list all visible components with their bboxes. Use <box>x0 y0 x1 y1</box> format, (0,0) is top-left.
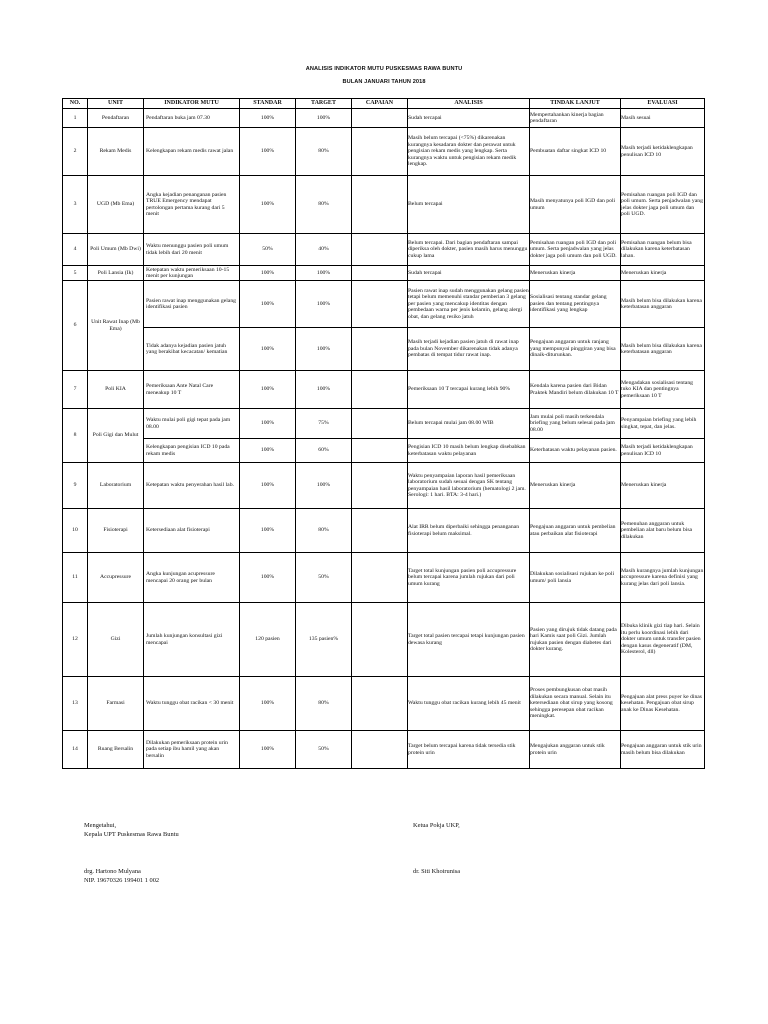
document-title: ANALISIS INDIKATOR MUTU PUSKESMAS RAWA BUNTU <box>305 66 463 72</box>
target-value: 80% <box>296 677 352 731</box>
table-row <box>63 509 705 553</box>
standard-value: 100% <box>240 328 296 371</box>
table-row <box>63 109 705 128</box>
standard-value: 100% <box>240 109 296 128</box>
target-value: 40% <box>296 234 352 266</box>
indicator-text: Dilakukan pemeriksaan protein urin pada setiap ibu hamil yang akan bersalin <box>146 739 228 759</box>
unit-name: Accupressure <box>88 553 144 603</box>
row-number: 1 <box>63 109 88 128</box>
achievement-value <box>352 439 408 463</box>
indicator-text: Ketepatan waktu penyerahan hasil lab. <box>146 482 234 489</box>
follow-up-text: Pengajuan anggaran untuk pembelian atau perbaikan alat fisioterapi <box>530 509 621 553</box>
achievement-value <box>352 463 408 509</box>
indicator-text: Pasien rawat inap menggunakan gelang identifikasi pasien <box>146 297 237 310</box>
analysis-text: Waktu penyampaian laporan hasil pemeriksaan laboratorium sudah sesuai dengan SK tentang penyampaian hasil laboratorium (hematologi 2 jam. Serologi: 1 hari. BTA: 3-4 hari.) <box>408 463 530 509</box>
follow-up-text: Mengajukan anggaran untuk stik protein urin <box>530 731 621 769</box>
indicator-text: Tidak adanya kejadian pasien jatuh yang berakibat kecacatan/ kematian <box>146 342 228 355</box>
target-value: 100% <box>296 371 352 409</box>
standard-value: 100% <box>240 176 296 234</box>
achievement-value <box>352 328 408 371</box>
standard-value: 100% <box>240 731 296 769</box>
indicator-cell <box>144 128 240 176</box>
unit-name: UGD (Mb Ema) <box>88 176 144 234</box>
unit-name: Gizi <box>88 603 144 677</box>
follow-up-text: Pasien yang dirujuk tidak datang pada hari Kamis saat poli Gizi. Jumlah rujukan pasien dengan diabetes dari dokter kurang. <box>530 603 621 677</box>
target-value: 100% <box>296 463 352 509</box>
achievement-value <box>352 677 408 731</box>
evaluation-text: Masih sesuai <box>621 109 705 128</box>
unit-name: Laboratorium <box>88 463 144 509</box>
table-row <box>63 409 705 439</box>
row-number: 11 <box>63 553 88 603</box>
evaluation-text: Masih kurangnya jumlah kunjungan accupressure karena definisi yang kurang jelas dari poli lansia. <box>621 553 705 603</box>
evaluation-text: Pengajuan alat press puyer ke dinas kesehatan. Pengajuan obat sirup anak ke Dinas Kesehatan. <box>621 677 705 731</box>
follow-up-text: Dilakukan sosialisasi rujukan ke poli umum/ poli lansia <box>530 553 621 603</box>
table-row <box>63 553 705 603</box>
footer-head-name: drg. Hartono Mulyana <box>84 868 141 875</box>
indicator-cell <box>144 328 240 371</box>
analysis-text: Belum tercapai <box>408 176 530 234</box>
indicator-cell <box>144 409 240 439</box>
analysis-text: Masih terjadi kejadian pasien jatuh di rawat inap pada bulan November dikarenakan tidak adanya pembatas di tempat tidur rawat inap. <box>408 328 530 371</box>
row-number: 9 <box>63 463 88 509</box>
follow-up-text: Pemisahan ruangan poli IGD dan poli umum. Serta penjadwalan yang jelas dokter jaga poli umum dan poli UGD. <box>530 234 621 266</box>
col-capaian: CAPAIAN <box>352 99 408 109</box>
row-number: 10 <box>63 509 88 553</box>
analysis-text: Waktu tunggu obat racikan kurang lebih 45 menit <box>408 677 530 731</box>
table-row <box>63 234 705 266</box>
follow-up-text: Meneruskan kinerja <box>530 463 621 509</box>
evaluation-text: Meneruskan kinerja <box>621 463 705 509</box>
indicator-cell <box>144 176 240 234</box>
standard-value: 120 pasien <box>240 603 296 677</box>
standard-value: 100% <box>240 677 296 731</box>
indicator-cell <box>144 603 240 677</box>
table-row <box>63 463 705 509</box>
row-number: 13 <box>63 677 88 731</box>
evaluation-text: Pengajuan anggaran untuk stik urin masih belum bisa dilakukan <box>621 731 705 769</box>
table-row <box>63 371 705 409</box>
indicator-text: Waktu menunggu pasien poli umum tidak lebih dari 20 menit <box>146 243 229 256</box>
evaluation-text: Pemenuhan anggaran untuk pembelian alat baru belum bisa dilakukan <box>621 509 705 553</box>
standard-value: 100% <box>240 371 296 409</box>
follow-up-text: Proses pembungkusan obat masih dilakukan secara manual. Selain itu ketersediaan obat sirup yang kosong sehingga peresepan obat racikan meningkat. <box>530 677 621 731</box>
follow-up-text: Kendala karena pasien dari Bidan Praktek Mandiri belum dilakukan 10 T <box>530 371 621 409</box>
target-value: 80% <box>296 128 352 176</box>
indicator-cell <box>144 509 240 553</box>
analysis-text: Belum tercapai. Dari bagian pendaftaran sampai diperiksa oleh dokter, pasien masih harus menunggu cukup lama <box>408 234 530 266</box>
table-row <box>63 176 705 234</box>
analysis-text: Pasien rawat inap sudah menggunakan gelang pasien tetapi belum memenuhi standar pemberian 3 gelang per pasien yang mencakup identitas dengan pembedaan warna per jenis kelamin, gelang alergi obat, dan gelang resiko jatuh <box>408 281 530 328</box>
follow-up-text: Masih menyatunya poli IGD dan poli umum <box>530 176 621 234</box>
evaluation-text: Pemisahan ruangan poli IGD dan poli umum. Serta penjadwalan yang jelas dokter jaga poli umum dan poli UGD. <box>621 176 705 234</box>
unit-name: Rekam Medis <box>88 128 144 176</box>
indicator-text: Jumlah kunjungan konsultasi gizi mencapai <box>146 633 223 646</box>
evaluation-text: Dibuka klinik gizi tiap hari. Selain itu perlu koordinasi lebih dari dokter umum untuk transfer pasien dengan kasus degeneratif (DM, Kolesterol, dll) <box>621 603 705 677</box>
table-row <box>63 266 705 281</box>
analysis-text: Sudah tercapai <box>408 266 530 281</box>
evaluation-text: Masih terjadi ketidaklengkapan penulisan ICD 10 <box>621 128 705 176</box>
unit-name: Poli KIA <box>88 371 144 409</box>
target-value: 100% <box>296 328 352 371</box>
col-standar: STANDAR <box>240 99 296 109</box>
achievement-value <box>352 109 408 128</box>
unit-name: Farmasi <box>88 677 144 731</box>
unit-name: Fisioterapi <box>88 509 144 553</box>
achievement-value <box>352 234 408 266</box>
analysis-text: Alat IRR belum diperbaiki sehingga penanganan fisioterapi belum maksimal. <box>408 509 530 553</box>
indicator-text: Pemeriksaan Ante Natal Care meneakup 10 T <box>146 383 214 396</box>
unit-name: Ruang Bersalin <box>88 731 144 769</box>
indicator-text: Angka kejadian penanganan pasien TRUE Emergency mendapat pertolongan pertama kurang dari 5 menit <box>146 191 227 217</box>
indicator-cell <box>144 677 240 731</box>
footer-head-title: Kepala UPT Puskesmas Rawa Buntu <box>84 831 179 838</box>
footer-head-nip: NIP. 19670326 199401 1 002 <box>84 877 160 884</box>
col-target: TARGET <box>296 99 352 109</box>
standard-value: 100% <box>240 266 296 281</box>
follow-up-text: Meneruskan kinerja <box>530 266 621 281</box>
col-analisis: ANALISIS <box>408 99 530 109</box>
header-row <box>63 99 705 109</box>
evaluation-text: Masih belum bisa dilakukan karena keterbatasan anggaran <box>621 328 705 371</box>
standard-value: 50% <box>240 234 296 266</box>
indicator-text: Ketepatan waktu pemeriksaan 10-15 menit per kunjungan <box>146 266 230 279</box>
indicator-cell <box>144 371 240 409</box>
achievement-value <box>352 176 408 234</box>
row-number: 4 <box>63 234 88 266</box>
evaluation-text: Mengadakan sosialisasi tentang tuko KIA dan pentingnya pemeriksaan 10 T <box>621 371 705 409</box>
indicator-text: Kelengkapan rekam medis rawat jalan <box>146 148 234 155</box>
follow-up-text: Mempertahankan kinerja bagian pendaftaran <box>530 109 621 128</box>
achievement-value <box>352 266 408 281</box>
indicator-text: Waktu mulai poli gigi tepat pada jam 08.00 <box>146 417 231 430</box>
table-row <box>63 731 705 769</box>
achievement-value <box>352 281 408 328</box>
standard-value: 100% <box>240 463 296 509</box>
unit-name: Poli Umum (Mb Dwi) <box>88 234 144 266</box>
unit-name: Pendaftaran <box>88 109 144 128</box>
analysis-text: Target total pasien tercapai tetapi kunjungan pasien dewasa kurang <box>408 603 530 677</box>
indicator-cell <box>144 553 240 603</box>
target-value: 80% <box>296 509 352 553</box>
standard-value: 100% <box>240 281 296 328</box>
indicator-text: Ketersediaan alat fisioterapi <box>146 527 210 534</box>
analysis-text: Target belum tercapai karena tidak tersedia stik protein urin <box>408 731 530 769</box>
analysis-text: Belum tercapai mulai jam 08.00 WIB <box>408 409 530 439</box>
indicator-text: Pendaftaran buka jam 07.30 <box>146 114 210 121</box>
col-no: NO. <box>63 99 88 109</box>
table-row <box>63 281 705 328</box>
achievement-value <box>352 128 408 176</box>
target-value: 50% <box>296 731 352 769</box>
standard-value: 100% <box>240 128 296 176</box>
indicator-text: Angka kunjungan acupressure mencapai 20 orang per bulan <box>146 571 215 584</box>
table-row <box>63 439 705 463</box>
row-number: 5 <box>63 266 88 281</box>
table-body <box>63 109 705 769</box>
row-number: 7 <box>63 371 88 409</box>
indicator-cell <box>144 109 240 128</box>
follow-up-text: Jam mulai poli masih terkendala briefing yang belum selesai pada jam 08.00 <box>530 409 621 439</box>
target-value: 60% <box>296 439 352 463</box>
table-row <box>63 677 705 731</box>
achievement-value <box>352 509 408 553</box>
analysis-text: Sudah tercapai <box>408 109 530 128</box>
table-row <box>63 603 705 677</box>
evaluation-text: Masih belum bisa dilakukan karena keterbatasan anggaran <box>621 281 705 328</box>
achievement-value <box>352 409 408 439</box>
follow-up-text: Pembuatan daftar singkat ICD 10 <box>530 128 621 176</box>
analysis-text: Masih belum tercapai (<75%) dikarenakan kurangnya kesadaran dokter dan perawat untuk pengisian rekam medis yang lengkap. Serta kurangnya waktu untuk pengisian rekam medik lengkap. <box>408 128 530 176</box>
target-value: 135 pasien% <box>296 603 352 677</box>
standard-value: 100% <box>240 553 296 603</box>
unit-name: Poli Gigi dan Mulut <box>88 409 144 463</box>
table-row <box>63 328 705 371</box>
follow-up-text: Sosialisasi tentang standar gelang pasien dan tentang pentingnya identifikasi yang lengkap <box>530 281 621 328</box>
indicator-cell <box>144 281 240 328</box>
evaluation-text: Penyampaian briefing yang lebih singkat, tepat, dan jelas. <box>621 409 705 439</box>
evaluation-text: Meneruskan kinerja <box>621 266 705 281</box>
indicator-cell <box>144 439 240 463</box>
col-evaluasi: EVALUASI <box>621 99 705 109</box>
target-value: 100% <box>296 281 352 328</box>
indicator-text: Waktu tunggu obat racikan < 30 menit <box>146 700 234 707</box>
standard-value: 100% <box>240 439 296 463</box>
unit-name: Poli Lansia (Ik) <box>88 266 144 281</box>
col-tindak-lanjut: TINDAK LANJUT <box>530 99 621 109</box>
unit-name: Unit Rawat Inap (Mb Ema) <box>88 281 144 371</box>
row-number: 12 <box>63 603 88 677</box>
target-value: 100% <box>296 109 352 128</box>
footer-pokja-name: dr. Siti Khoirunisa <box>413 868 461 875</box>
row-number: 3 <box>63 176 88 234</box>
analysis-text: Pemeriksaan 10 T tercapai kurang lebih 90% <box>408 371 530 409</box>
target-value: 100% <box>296 266 352 281</box>
table-row <box>63 128 705 176</box>
target-value: 50% <box>296 553 352 603</box>
achievement-value <box>352 731 408 769</box>
col-indikator: INDIKATOR MUTU <box>144 99 240 109</box>
row-number: 6 <box>63 281 88 371</box>
analysis-text: Pengisian ICD 10 masih belum lengkap disebabkan keterbatasan waktu pelayanan <box>408 439 530 463</box>
footer-acknowledged: Mengetahui, <box>84 822 117 829</box>
indicator-cell <box>144 266 240 281</box>
row-number: 2 <box>63 128 88 176</box>
indicator-text: Kelengkapan pengisian ICD 10 pada rekam medis <box>146 444 230 457</box>
achievement-value <box>352 371 408 409</box>
document-subtitle: BULAN JANUARI TAHUN 2018 <box>342 79 426 85</box>
analysis-text: Target total kunjungan pasien poli accupressure belum tercapai karena jumlah rujukan dari poli umum kurang <box>408 553 530 603</box>
evaluation-text: Masih terjadi ketidaklengkapan penulisan ICD 10 <box>621 439 705 463</box>
indicator-cell <box>144 234 240 266</box>
target-value: 75% <box>296 409 352 439</box>
target-value: 80% <box>296 176 352 234</box>
indicator-cell <box>144 463 240 509</box>
achievement-value <box>352 603 408 677</box>
standard-value: 100% <box>240 409 296 439</box>
indicator-cell <box>144 731 240 769</box>
footer-pokja-title: Ketua Pokja UKP, <box>413 822 460 829</box>
indicator-table <box>62 98 705 769</box>
follow-up-text: Pengajuan anggaran untuk ranjang yang mempunyai pinggiran yang bisa dinaik-diturunkan. <box>530 328 621 371</box>
standard-value: 100% <box>240 509 296 553</box>
achievement-value <box>352 553 408 603</box>
row-number: 14 <box>63 731 88 769</box>
follow-up-text: Keterbatasan waktu pelayanan pasien. <box>530 439 621 463</box>
col-unit: UNIT <box>88 99 144 109</box>
row-number: 8 <box>63 409 88 463</box>
evaluation-text: Pemisahan ruangan belum bisa dilakukan karena keterbatasan lahan. <box>621 234 705 266</box>
